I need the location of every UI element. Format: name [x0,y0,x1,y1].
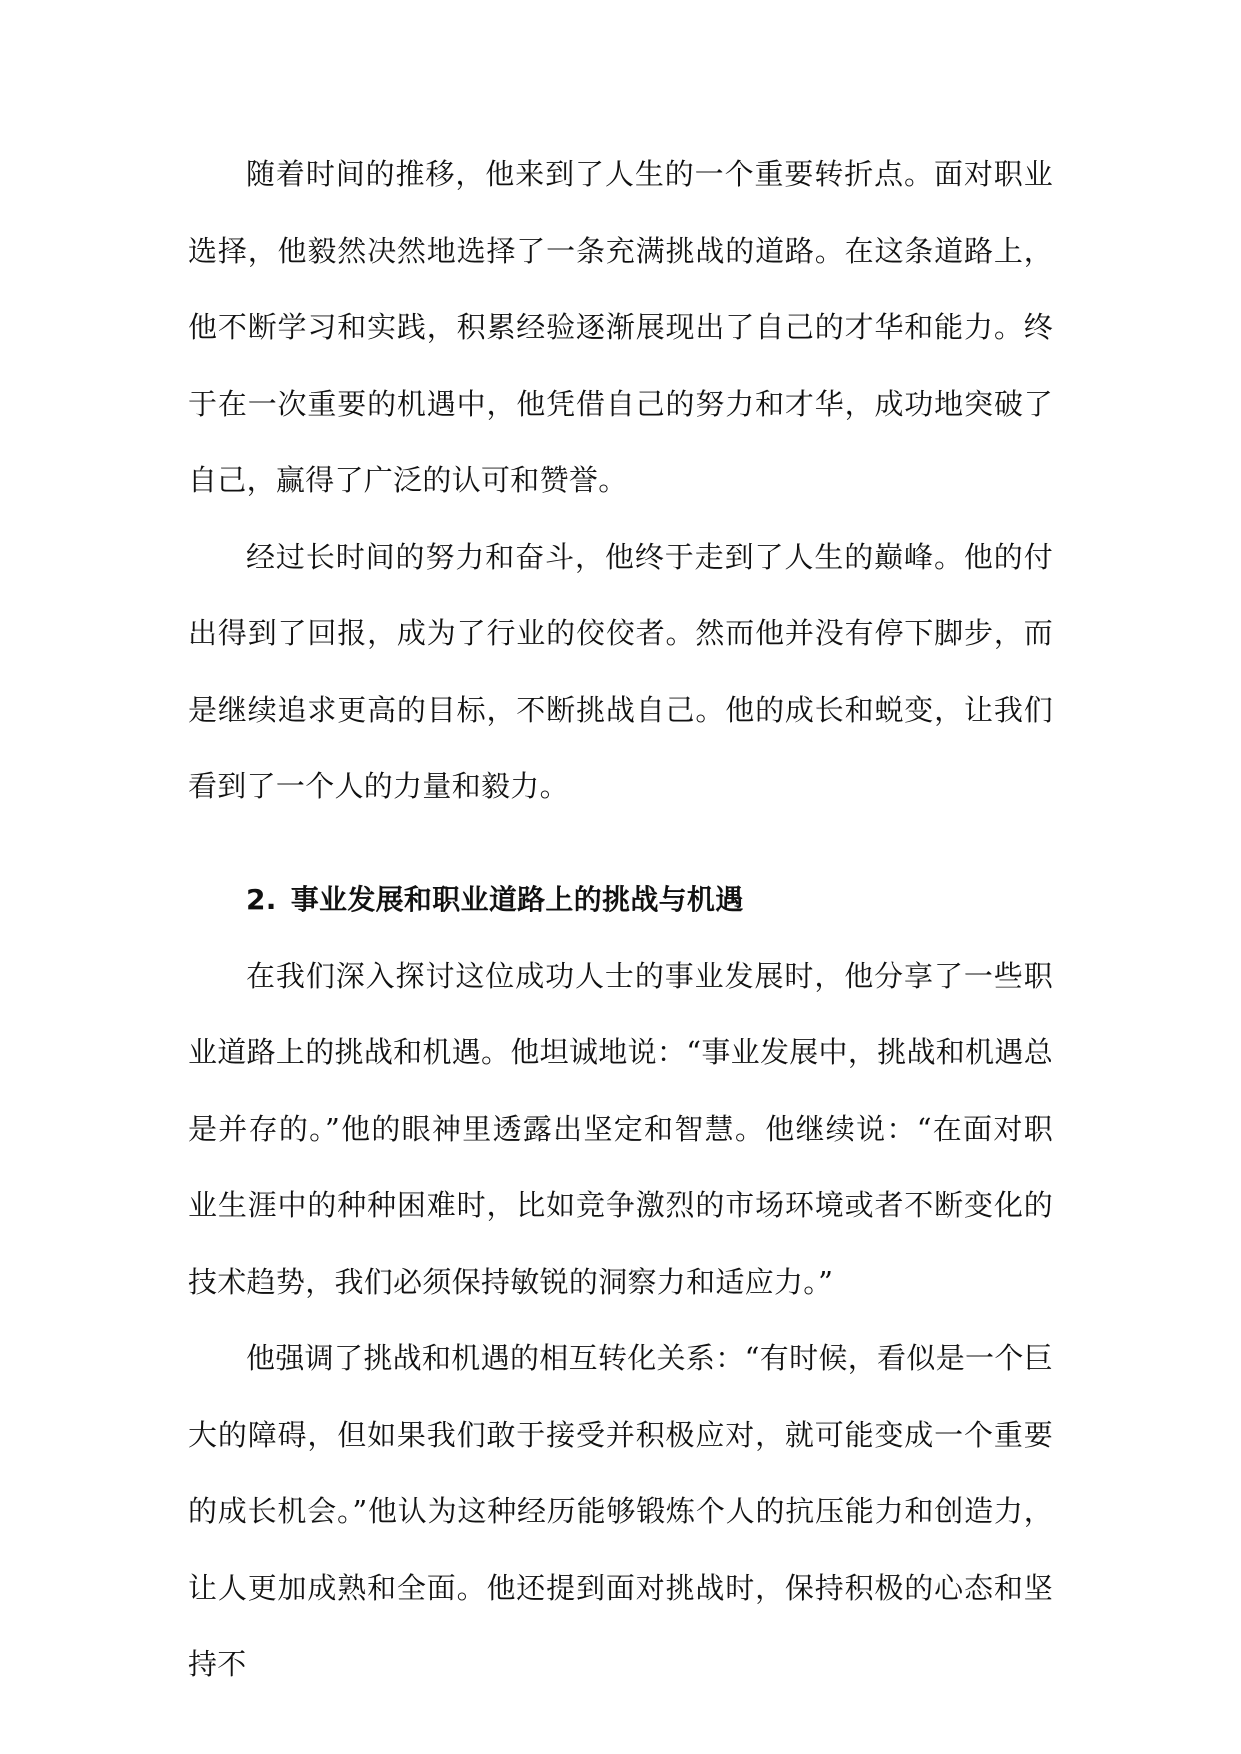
section-heading [188,870,1053,930]
paragraph-peak: 经过长时间的努力和奋斗，他终于走到了人生的巅峰。他的付出得到了回报，成为了行业的佼佼者。然而他并没有停下脚步，而是继续追求更高的目标，不断挑战自己。他的成长和蜕变，让我们看到了一个人的力量和毅力。 [188,539,1053,803]
paragraph-challenges: 在我们深入探讨这位成功人士的事业发展时，他分享了一些职业道路上的挑战和机遇。他坦诚地说：“事业发展中，挑战和机遇总是并存的。”他的眼神里透露出坚定和智慧。他继续说：“在面对职业生涯中的种种困难时，比如竞争激烈的市场环境或者不断变化的技术趋势，我们必须保持敏锐的洞察力和适应力。” [188,958,1053,1299]
paragraph-transformation: 他强调了挑战和机遇的相互转化关系：“有时候，看似是一个巨大的障碍，但如果我们敢于接受并积极应对，就可能变成一个重要的成长机会。”他认为这种经历能够锻炼个人的抗压能力和创造力，让人更加成熟和全面。他还提到面对挑战时，保持积极的心态和坚持不 [188,1341,1053,1681]
section-number: 2. [246,882,277,916]
page-content [188,136,1053,1703]
section-title: 事业发展和职业道路上的挑战与机遇 [290,882,744,916]
paragraph-turning-point: 随着时间的推移，他来到了人生的一个重要转折点。面对职业选择，他毅然决然地选择了一条充满挑战的道路。在这条道路上，他不断学习和实践，积累经验逐渐展现出了自己的才华和能力。终于在一次重要的机遇中，他凭借自己的努力和才华，成功地突破了自己，赢得了广泛的认可和赞誉。 [188,157,1053,497]
